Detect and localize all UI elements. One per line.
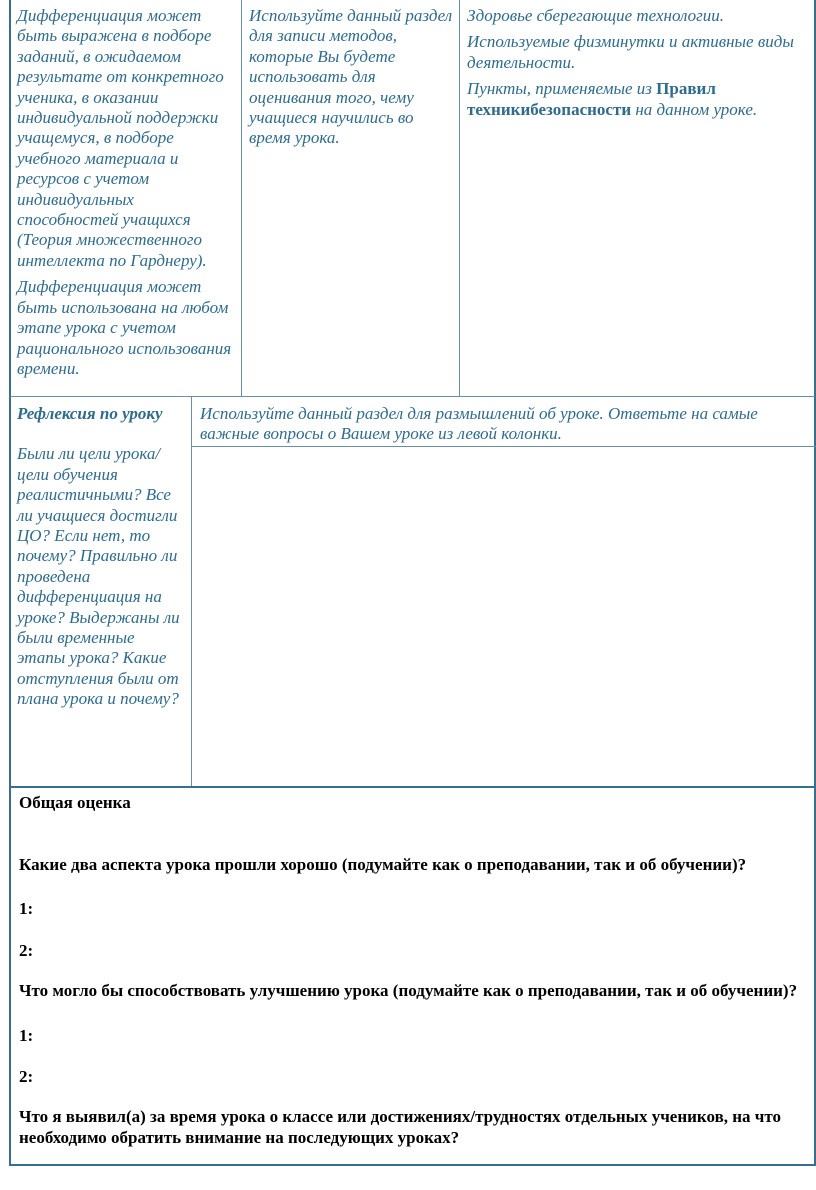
row-differentiation (9, 0, 816, 397)
differentiation-text: Дифференциация может быть выражена в подборе заданий, в ожидаемом результате от конкретного ученика, в оказании индивидуальной поддержки учащемуся, в подборе учебного материала и ресурсов с учетом индивидуальных способностей учащихся (Теория множественного интеллекта по Гарднеру). (17, 6, 224, 270)
question-class-findings: Что я выявил(а) за время урока о классе или достижениях/трудностях отдельных учеников, на что необходимо обратить внимание на последующих уроках? (19, 1107, 782, 1147)
physical-activity-text: Используемые физминутки и активные виды деятельности. (467, 32, 794, 72)
row-divider (192, 446, 816, 447)
differentiation-usage-text: Дифференциация может быть использована на любом этапе урока с учетом рационального использования времени. (17, 277, 232, 378)
answer-2: 2: (19, 1067, 34, 1086)
column-divider (191, 397, 192, 786)
safety-rules-suffix: на данном уроке. (631, 99, 758, 119)
reflection-questions: Были ли цели урока/цели обучения реалистичными? Все ли учащиеся достигли ЦО? Если нет, то почему? Правильно ли проведена дифференциация на уроке? Выдержаны ли были временные этапы урока? Какие отступления были от плана урока и почему? (17, 444, 180, 709)
question-improve: Что могло бы способствовать улучшению урока (подумайте как о преподавании, так и об обучении)? (19, 981, 798, 1000)
answer-1: 1: (19, 1026, 34, 1045)
assessment-text: Используйте данный раздел для записи методов, которые Вы будете использовать для оценивания того, чему учащиеся научились во время урока. (249, 6, 453, 148)
assessment-cell (249, 6, 453, 155)
answer-1: 1: (19, 899, 34, 918)
row-reflection (9, 397, 816, 788)
reflection-hint-cell (200, 404, 800, 445)
health-cell (467, 6, 807, 126)
reflection-left-cell (17, 404, 185, 710)
safety-rules-prefix: Пункты, применяемые из (467, 79, 657, 99)
differentiation-cell (17, 6, 235, 385)
reflection-hint: Используйте данный раздел для размышлений об уроке. Ответьте на самые важные вопросы о Вашем уроке из левой колонки. (200, 404, 758, 444)
health-technologies-text: Здоровье сберегающие технологии. (467, 6, 725, 25)
overall-title: Общая оценка (19, 793, 131, 812)
safety-rules-bold: Правил техникибезопасности (467, 79, 716, 119)
column-divider (459, 0, 460, 397)
reflection-title: Рефлексия по уроку (17, 404, 163, 423)
column-divider (241, 0, 242, 397)
row-overall-assessment (9, 788, 816, 1166)
safety-rules-text (467, 79, 807, 120)
answer-2: 2: (19, 941, 34, 960)
question-went-well: Какие два аспекта урока прошли хорошо (подумайте как о преподавании, так и об обучении)? (19, 855, 747, 874)
